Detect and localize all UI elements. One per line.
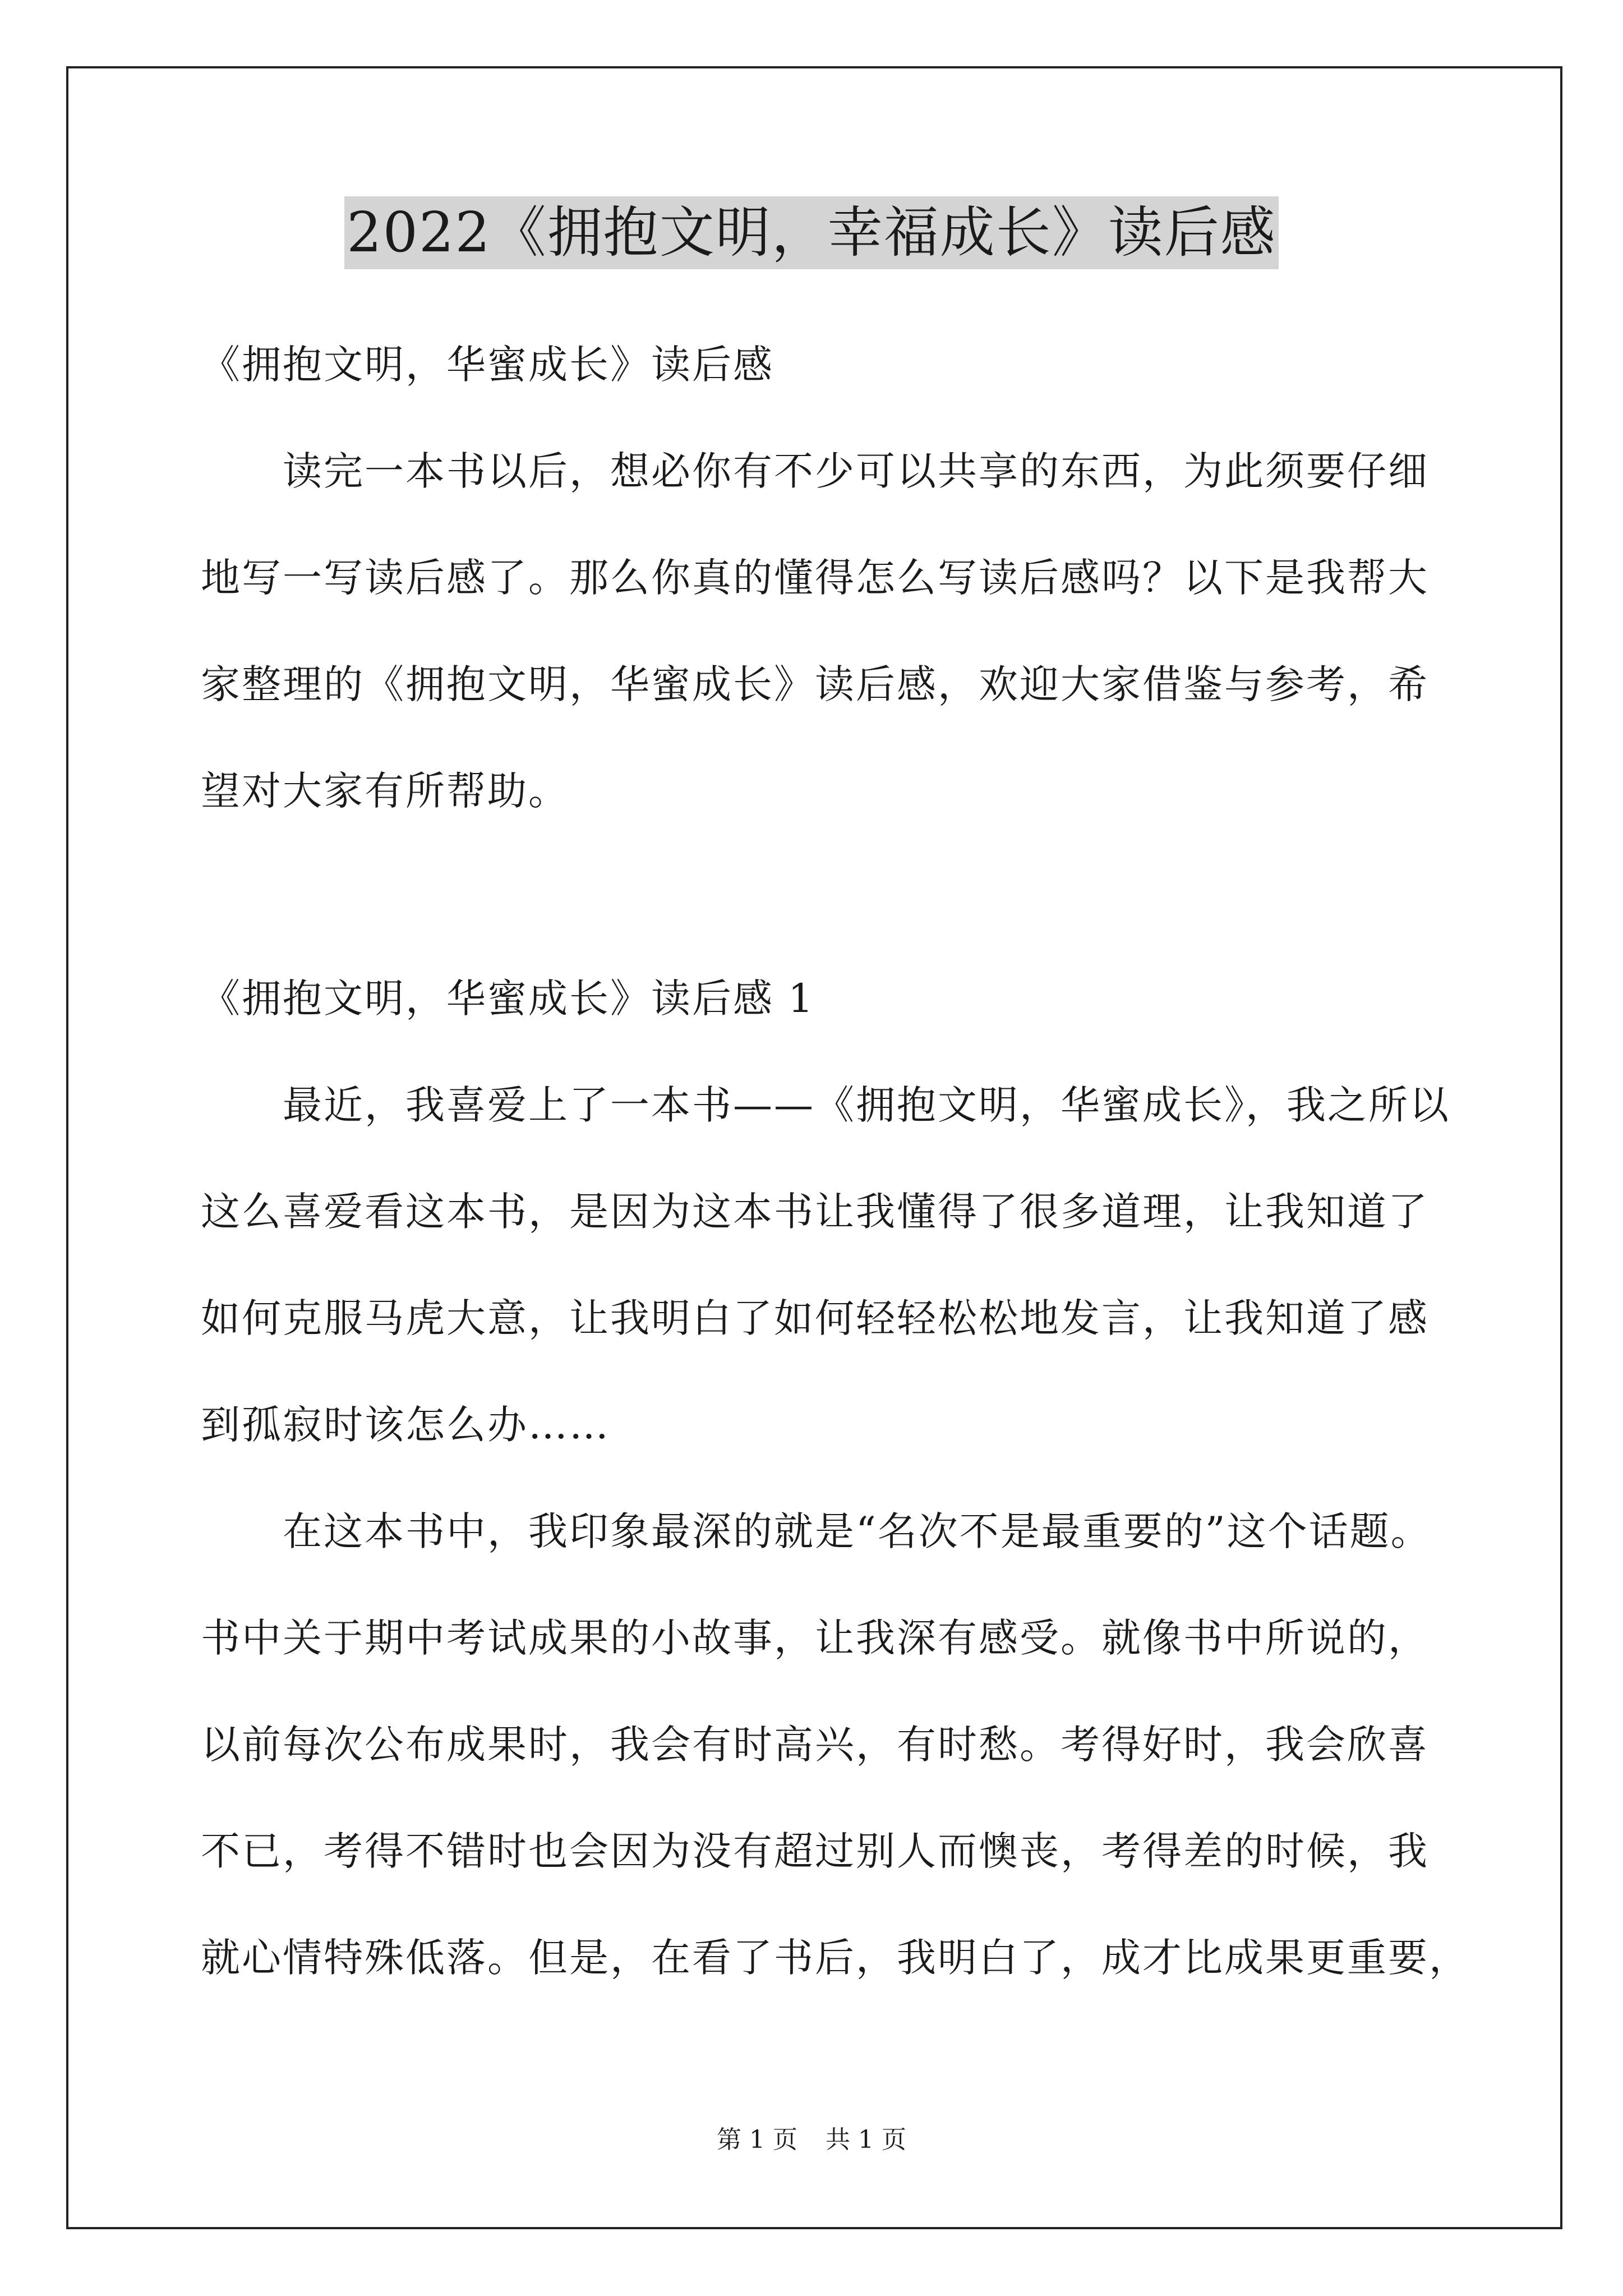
title-container [0,196,1623,269]
page-total: 共 1 页 [826,2125,906,2154]
document-title: 2022《拥抱文明，幸福成长》读后感 [344,196,1278,269]
intro-line: 读完一本书以后，想必你有不少可以共享的东西，为此须要仔细 [283,448,1429,494]
intro-heading: 《拥抱文明，华蜜成长》读后感 [201,342,774,388]
section1-heading: 《拥抱文明，华蜜成长》读后感 1 [201,976,815,1022]
intro-line: 家整理的《拥抱文明，华蜜成长》读后感，欢迎大家借鉴与参考，希 [201,661,1429,707]
paragraph2-line: 以前每次公布成果时，我会有时高兴，有时愁。考得好时，我会欣喜 [201,1722,1429,1768]
page-number: 第 1 页 [717,2125,797,2154]
paragraph2-line: 在这本书中，我印象最深的就是“名次不是最重要的”这个话题。 [283,1508,1432,1554]
paragraph1-line: 这么喜爱看这本书，是因为这本书让我懂得了很多道理，让我知道了 [201,1189,1429,1235]
paragraph2-line: 就心情特殊低落。但是，在看了书后，我明白了，成才比成果更重要， [201,1935,1470,1981]
paragraph2-line: 不已，考得不错时也会因为没有超过别人而懊丧，考得差的时候，我 [201,1828,1429,1874]
paragraph1-line: 如何克服马虎大意，让我明白了如何轻轻松松地发言，让我知道了感 [201,1295,1429,1341]
paragraph2-line: 书中关于期中考试成果的小故事，让我深有感受。就像书中所说的， [201,1615,1429,1661]
intro-line: 地写一写读后感了。那么你真的懂得怎么写读后感吗？以下是我帮大 [201,555,1429,601]
paragraph1-line: 最近，我喜爱上了一本书——《拥抱文明，华蜜成长》，我之所以 [283,1082,1450,1128]
paragraph1-line: 到孤寂时该怎么办…… [201,1402,610,1448]
document-body [201,311,1470,2011]
page-footer [0,2123,1623,2157]
intro-line: 望对大家有所帮助。 [201,768,569,814]
section-gap [201,844,1435,945]
